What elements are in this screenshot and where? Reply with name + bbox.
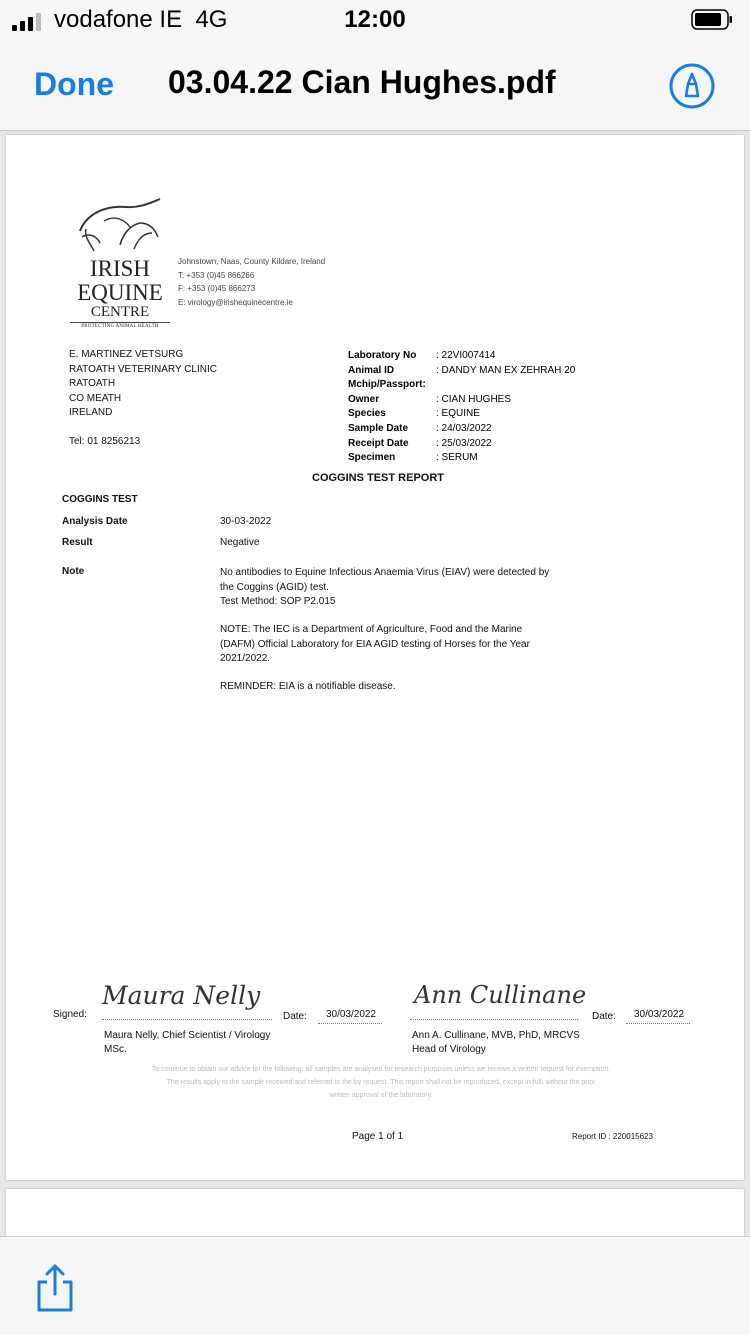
logo-equine: EQUINE	[77, 280, 163, 305]
field-row: Mchip/Passport:	[348, 379, 426, 391]
field-row: Laboratory No : 22VI007414	[348, 350, 496, 361]
network-type: 4G	[195, 6, 228, 33]
logo-divider	[70, 322, 170, 323]
page-number: Page 1 of 1	[352, 1131, 404, 1142]
sample-details	[348, 349, 575, 466]
field-row: Species : EQUINE	[348, 408, 480, 420]
result-value: Negative	[220, 537, 260, 548]
recipient-address: E. MARTINEZ VETSURG RATOATH VETERINARY CLINIC RATOATH CO MEATH IRELAND	[69, 349, 217, 418]
share-icon[interactable]	[34, 1263, 76, 1313]
done-button[interactable]: Done	[34, 66, 114, 102]
pdf-page-next	[6, 1189, 744, 1236]
field-row: Owner : CIAN HUGHES	[348, 393, 512, 405]
field-row: Specimen : SERUM	[348, 452, 478, 464]
analysis-date-value: 30-03-2022	[220, 516, 272, 527]
lab-contact: Johnstown, Naas, County Kildare, Ireland T: +353 (0)45 866266 F: +353 (0)45 866273 E: virology@irishequinecentre.ie	[178, 257, 326, 307]
pdf-viewer[interactable]	[0, 131, 750, 1236]
signer-cullinane-title: Ann A. Cullinane, MVB, PhD, MRCVS Head of Virology	[412, 1030, 580, 1055]
signature-nelly: Maura Nelly	[102, 981, 261, 1010]
logo-tagline: PROTECTING ANIMAL HEALTH	[81, 324, 159, 329]
signature-date: 30/03/2022	[326, 1009, 377, 1020]
status-bar	[0, 0, 750, 40]
reminder-text: REMINDER: EIA is a notifiable disease.	[220, 681, 396, 692]
analysis-date-label: Analysis Date	[62, 516, 128, 527]
field-row: Sample Date : 24/03/2022	[348, 422, 492, 434]
field-row: Animal ID : DANDY MAN EX ZEHRAH 20	[348, 364, 576, 376]
document-title: 03.04.22 Cian Hughes.pdf	[168, 64, 556, 100]
signature-date: 30/03/2022	[634, 1009, 685, 1020]
horse-logo-icon	[74, 197, 166, 255]
date-label: Date:	[283, 1011, 307, 1022]
markup-pen-icon[interactable]	[669, 63, 715, 109]
test-heading: COGGINS TEST	[62, 494, 138, 505]
signature-line	[102, 1019, 272, 1020]
bottom-toolbar	[0, 1236, 750, 1335]
status-time: 12:00	[344, 6, 406, 33]
carrier-name: vodafone IE 4G	[54, 6, 228, 33]
note-label: Note	[62, 566, 85, 577]
recipient-tel: Tel: 01 8256213	[69, 436, 141, 447]
result-label: Result	[62, 537, 93, 548]
report-title: COGGINS TEST REPORT	[312, 472, 445, 484]
signed-label: Signed:	[53, 1009, 87, 1020]
signature-line	[410, 1019, 578, 1020]
logo-centre: CENTRE	[90, 304, 150, 320]
report-id: Report ID : 220015623	[572, 1132, 653, 1141]
disclaimer-text: To continue to obtain our advice for the following, all samples are analysed for research purposes unless we receive a written request for exemption. The results apply to the sample received and referred to the by request. This report shall not be reproduced, except in full, without the prior written approval of the laboratory.	[151, 1066, 611, 1099]
date-label: Date:	[592, 1011, 616, 1022]
battery-icon	[691, 9, 733, 30]
pdf-page	[6, 135, 744, 1180]
field-row: Receipt Date : 25/03/2022	[348, 437, 492, 449]
date-line	[626, 1023, 690, 1024]
note-text: No antibodies to Equine Infectious Anaemia Virus (EIAV) were detected by the Coggins (AGID) test. Test Method: SOP P2.015	[220, 567, 550, 607]
signer-nelly-title: Maura Nelly, Chief Scientist / Virology MSc.	[104, 1030, 271, 1055]
dafm-notice: NOTE: The IEC is a Department of Agriculture, Food and the Marine (DAFM) Official Laboratory for EIA AGID testing of Horses for the Year 2021/2022.	[220, 624, 530, 664]
signature-cullinane: Ann Cullinane	[414, 981, 587, 1009]
date-line	[318, 1023, 382, 1024]
navigation-bar	[0, 40, 750, 131]
logo-irish: IRISH	[89, 256, 151, 281]
